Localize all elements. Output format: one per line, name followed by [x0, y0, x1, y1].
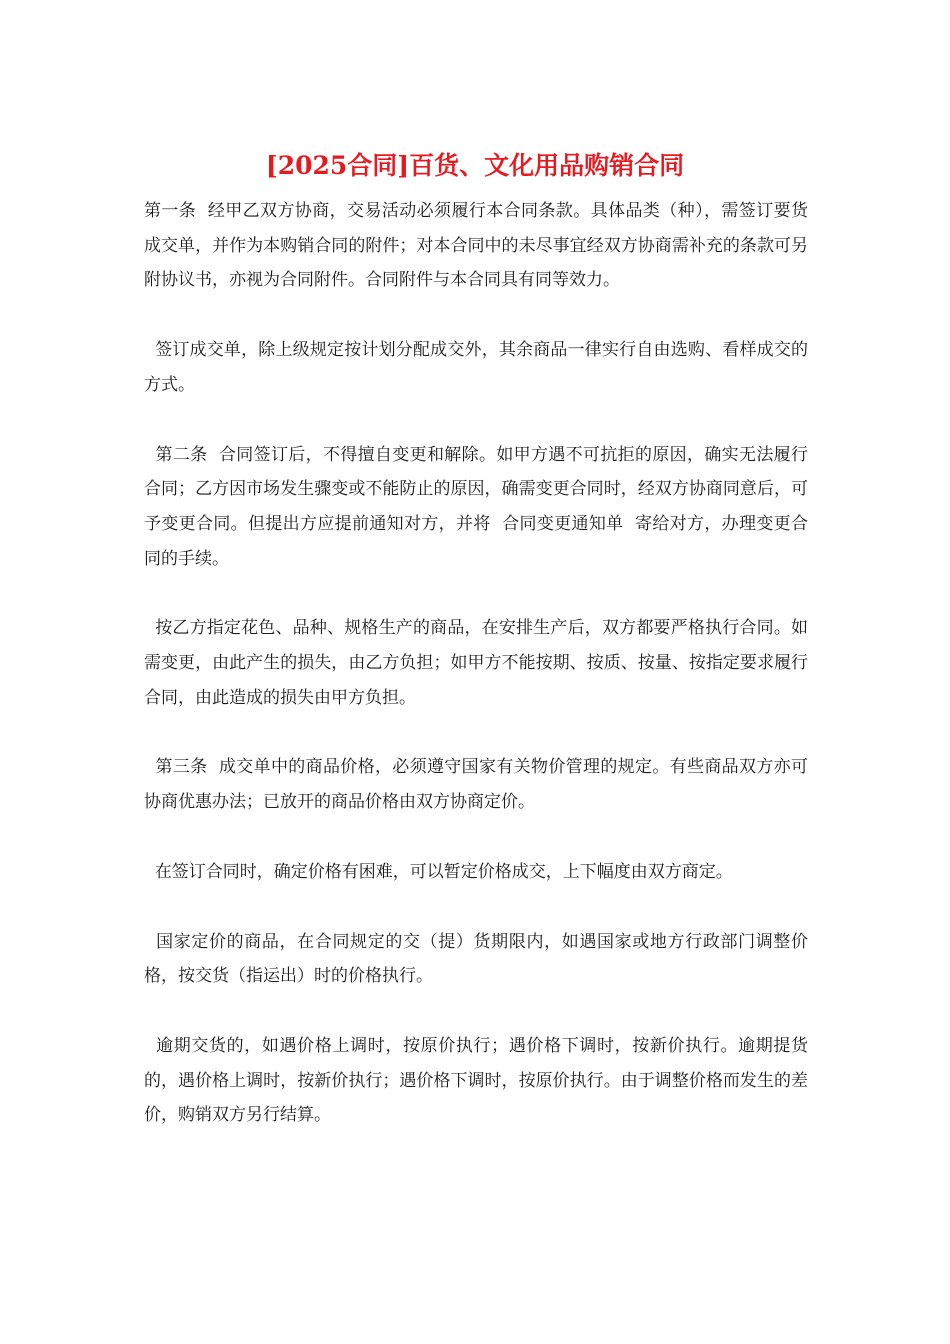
paragraph-article-1: 第一条 经甲乙双方协商，交易活动必须履行本合同条款。具体品类（种），需签订要货成交单，并作为本购销合同的附件；对本合同中的未尽事宜经双方协商需补充的条款可另附协议书，亦视为合同附件。合同附件与本合同具有同等效力。 — [144, 201, 808, 291]
paragraph-specified-goods: 按乙方指定花色、品种、规格生产的商品，在安排生产后，双方都要严格执行合同。如需变更，由此产生的损失，由乙方负担；如甲方不能按期、按质、按量、按指定要求履行合同，由此造成的损失由甲方负担。 — [144, 618, 809, 708]
paragraph-overdue-delivery: 逾期交货的，如遇价格上调时，按原价执行；遇价格下调时，按新价执行。逾期提货的，遇价格上调时，按新价执行；遇价格下调时，按原价执行。由于调整价格而发生的差价，购销双方另行结算。 — [144, 1035, 809, 1126]
paragraph-provisional-price: 在签订合同时，确定价格有困难，可以暂定价格成交，上下幅度由双方商定。 — [144, 861, 733, 882]
document-body — [144, 194, 808, 1168]
paragraph-article-3: 第三条 成交单中的商品价格，必须遵守国家有关物价管理的规定。有些商品双方亦可协商优惠办法；已放开的商品价格由双方协商定价。 — [144, 757, 808, 813]
document-title: [2025合同]百货、文化用品购销合同 — [265, 151, 685, 180]
paragraph-state-price: 国家定价的商品，在合同规定的交（提）货期限内，如遇国家或地方行政部门调整价格，按交货（指运出）时的价格执行。 — [144, 931, 809, 987]
paragraph-article-2: 第二条 合同签订后，不得擅自变更和解除。如甲方遇不可抗拒的原因，确实无法履行合同；乙方因市场发生骤变或不能防止的原因，确需变更合同时，经双方协商同意后，可予变更合同。但提出方应提前通知对方，并将 合同变更通知单 寄给对方，办理变更合同的手续。 — [144, 444, 808, 569]
paragraph-order-method: 签订成交单，除上级规定按计划分配成交外，其余商品一律实行自由选购、看样成交的方式。 — [144, 340, 809, 395]
